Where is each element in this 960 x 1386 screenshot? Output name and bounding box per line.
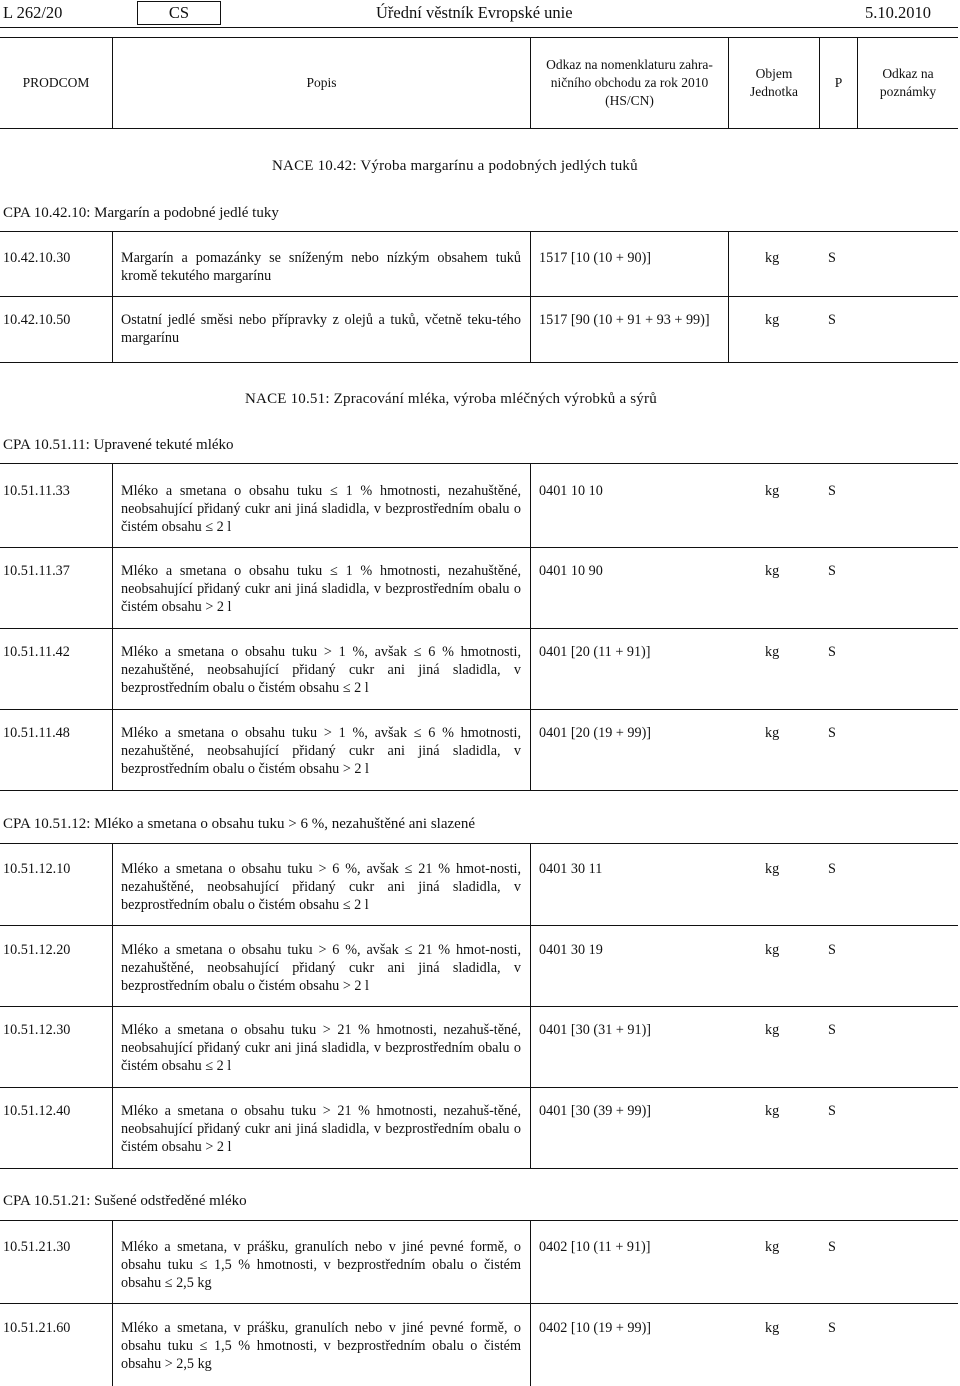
col-popis — [112, 38, 530, 128]
hs-code: 0402 [10 (11 + 91)] — [539, 1239, 651, 1255]
table-header — [0, 37, 958, 129]
row-rule — [0, 628, 958, 629]
col-unit — [728, 38, 819, 128]
row-rule — [0, 362, 958, 363]
language-badge: CS — [137, 1, 221, 25]
unit: kg — [765, 942, 780, 958]
p-value: S — [828, 725, 836, 741]
col-divider — [112, 1220, 113, 1386]
prodcom-code: 10.51.11.48 — [3, 725, 70, 741]
col-unit-line1: Objem — [755, 66, 793, 81]
publication-date: 5.10.2010 — [865, 3, 931, 22]
p-value: S — [828, 250, 836, 266]
row-rule — [0, 463, 958, 464]
col-divider — [530, 463, 531, 791]
nace-heading-10-51: NACE 10.51: Zpracování mléka, výroba mléčných výrobků a sýrů — [245, 391, 657, 407]
col-note-line1: Odkaz na — [882, 66, 934, 81]
description: Mléko a smetana, v prášku, granulích nebo v jiné pevné formě, o obsahu tuku ≤ 1,5 % hmotnosti, v bezprostředním obalu o čistém obsahu ≤ 2,5 kg — [121, 1239, 521, 1291]
row-rule — [0, 1220, 958, 1221]
p-value: S — [828, 1239, 836, 1255]
unit: kg — [765, 1320, 780, 1336]
hs-code: 1517 [90 (10 + 91 + 93 + 99)] — [539, 312, 710, 328]
hs-code: 0401 [30 (39 + 99)] — [539, 1103, 652, 1119]
col-divider — [112, 231, 113, 363]
description: Mléko a smetana, v prášku, granulích nebo v jiné pevné formě, o obsahu tuku ≤ 1,5 % hmotnosti, v bezprostředním obalu o čistém obsahu > 2,5 kg — [121, 1320, 521, 1372]
p-value: S — [828, 861, 836, 877]
hs-code: 0402 [10 (19 + 99)] — [539, 1320, 652, 1336]
prodcom-code: 10.51.11.33 — [3, 483, 70, 499]
col-note — [857, 38, 958, 128]
header-rule — [0, 27, 958, 28]
description: Mléko a smetana o obsahu tuku > 21 % hmotnosti, nezahuš-těné, neobsahující přidaný cukr ani jiná sladidla, v bezprostředním obalu o čistém obsahu > 2 l — [121, 1103, 521, 1155]
col-p — [819, 38, 857, 128]
prodcom-code: 10.42.10.50 — [3, 312, 71, 328]
description: Mléko a smetana o obsahu tuku > 21 % hmotnosti, nezahuš-těné, neobsahující přidaný cukr ani jiná sladidla, v bezprostředním obalu o čistém obsahu ≤ 2 l — [121, 1022, 521, 1074]
prodcom-code: 10.51.21.30 — [3, 1239, 71, 1255]
p-value: S — [828, 942, 836, 958]
prodcom-code: 10.51.12.20 — [3, 942, 71, 958]
unit: kg — [765, 250, 780, 266]
prodcom-code: 10.51.11.37 — [3, 563, 70, 579]
col-divider — [112, 843, 113, 1169]
hs-code: 0401 10 90 — [539, 563, 603, 579]
col-prodcom — [0, 38, 112, 128]
prodcom-code: 10.51.12.10 — [3, 861, 71, 877]
row-rule — [0, 1168, 958, 1169]
col-divider — [530, 1220, 531, 1386]
p-value: S — [828, 312, 836, 328]
col-hs-line2: ničního obchodu za rok 2010 — [550, 75, 709, 90]
unit: kg — [765, 1239, 780, 1255]
hs-code: 1517 [10 (10 + 90)] — [539, 250, 652, 266]
hs-code: 0401 [20 (11 + 91)] — [539, 644, 651, 660]
row-rule — [0, 843, 958, 844]
hs-code: 0401 10 10 — [539, 483, 603, 499]
row-rule — [0, 231, 958, 232]
description: Mléko a smetana o obsahu tuku > 6 %, avšak ≤ 21 % hmot-nosti, nezahuštěné, neobsahující přidaný cukr ani jiná sladidla, v bezprostředním obalu o čistém obsahu > 2 l — [121, 942, 521, 994]
nace-heading-10-42: NACE 10.42: Výroba margarínu a podobných jedlých tuků — [272, 158, 638, 174]
prodcom-code: 10.42.10.30 — [3, 250, 71, 266]
p-value: S — [828, 1022, 836, 1038]
cpa-heading-10-42-10: CPA 10.42.10: Margarín a podobné jedlé tuky — [3, 205, 279, 221]
col-divider — [112, 463, 113, 791]
prodcom-code: 10.51.11.42 — [3, 644, 70, 660]
col-popis-label: Popis — [306, 75, 337, 90]
hs-code: 0401 [30 (31 + 91)] — [539, 1022, 652, 1038]
unit: kg — [765, 861, 780, 877]
cpa-heading-10-51-11: CPA 10.51.11: Upravené tekuté mléko — [3, 437, 234, 453]
col-prodcom-label: PRODCOM — [22, 75, 90, 90]
col-unit-line2: Jednotka — [750, 84, 798, 99]
description: Margarín a pomazánky se sníženým nebo nízkým obsahem tuků kromě tekutého margarínu — [121, 250, 521, 284]
description: Mléko a smetana o obsahu tuku > 1 %, avšak ≤ 6 % hmotnosti, nezahuštěné, neobsahující přidaný cukr ani jiná sladidla, v bezprostředním obalu o čistém obsahu > 2 l — [121, 725, 521, 777]
col-hs — [530, 38, 728, 128]
row-rule — [0, 1087, 958, 1088]
row-rule — [0, 790, 958, 791]
col-note-line2: poznámky — [879, 84, 937, 99]
col-hs-line1: Odkaz na nomenklaturu zahra- — [546, 57, 713, 72]
hs-code: 0401 30 19 — [539, 942, 603, 958]
page-header — [0, 0, 960, 28]
row-rule — [0, 1006, 958, 1007]
unit: kg — [765, 644, 780, 660]
journal-title: Úřední věstník Evropské unie — [376, 3, 573, 22]
prodcom-code: 10.51.12.40 — [3, 1103, 71, 1119]
cpa-heading-10-51-12: CPA 10.51.12: Mléko a smetana o obsahu tuku > 6 %, nezahuštěné ani slazené — [3, 816, 475, 832]
p-value: S — [828, 644, 836, 660]
row-rule — [0, 1303, 958, 1304]
unit: kg — [765, 563, 780, 579]
cpa-heading-10-51-21: CPA 10.51.21: Sušené odstředěné mléko — [3, 1193, 247, 1209]
description: Mléko a smetana o obsahu tuku ≤ 1 % hmotnosti, nezahuštěné, neobsahující přidaný cukr ani jiná sladidla, v bezprostředním obalu o čistém obsahu ≤ 2 l — [121, 483, 521, 535]
col-divider — [728, 231, 729, 363]
unit: kg — [765, 725, 780, 741]
hs-code: 0401 [20 (19 + 99)] — [539, 725, 652, 741]
p-value: S — [828, 483, 836, 499]
description: Ostatní jedlé směsi nebo přípravky z olejů a tuků, včetně teku-tého margarínu — [121, 312, 521, 346]
row-rule — [0, 709, 958, 710]
row-rule — [0, 925, 958, 926]
unit: kg — [765, 1022, 780, 1038]
description: Mléko a smetana o obsahu tuku ≤ 1 % hmotnosti, nezahuštěné, neobsahující přidaný cukr ani jiná sladidla, v bezprostředním obalu o čistém obsahu > 2 l — [121, 563, 521, 615]
p-value: S — [828, 1320, 836, 1336]
col-p-label: P — [834, 75, 843, 90]
unit: kg — [765, 483, 780, 499]
col-divider — [530, 231, 531, 363]
prodcom-code: 10.51.21.60 — [3, 1320, 71, 1336]
col-divider — [530, 843, 531, 1169]
description: Mléko a smetana o obsahu tuku > 6 %, avšak ≤ 21 % hmot-nosti, nezahuštěné, neobsahující přidaný cukr ani jiná sladidla, v bezprostředním obalu o čistém obsahu ≤ 2 l — [121, 861, 521, 913]
unit: kg — [765, 312, 780, 328]
unit: kg — [765, 1103, 780, 1119]
col-hs-line3: (HS/CN) — [605, 93, 654, 108]
p-value: S — [828, 1103, 836, 1119]
page-reference: L 262/20 — [3, 3, 63, 22]
row-rule — [0, 296, 958, 297]
prodcom-code: 10.51.12.30 — [3, 1022, 71, 1038]
hs-code: 0401 30 11 — [539, 861, 603, 877]
row-rule — [0, 547, 958, 548]
description: Mléko a smetana o obsahu tuku > 1 %, avšak ≤ 6 % hmotnosti, nezahuštěné, neobsahující přidaný cukr ani jiná sladidla, v bezprostředním obalu o čistém obsahu ≤ 2 l — [121, 644, 521, 696]
p-value: S — [828, 563, 836, 579]
